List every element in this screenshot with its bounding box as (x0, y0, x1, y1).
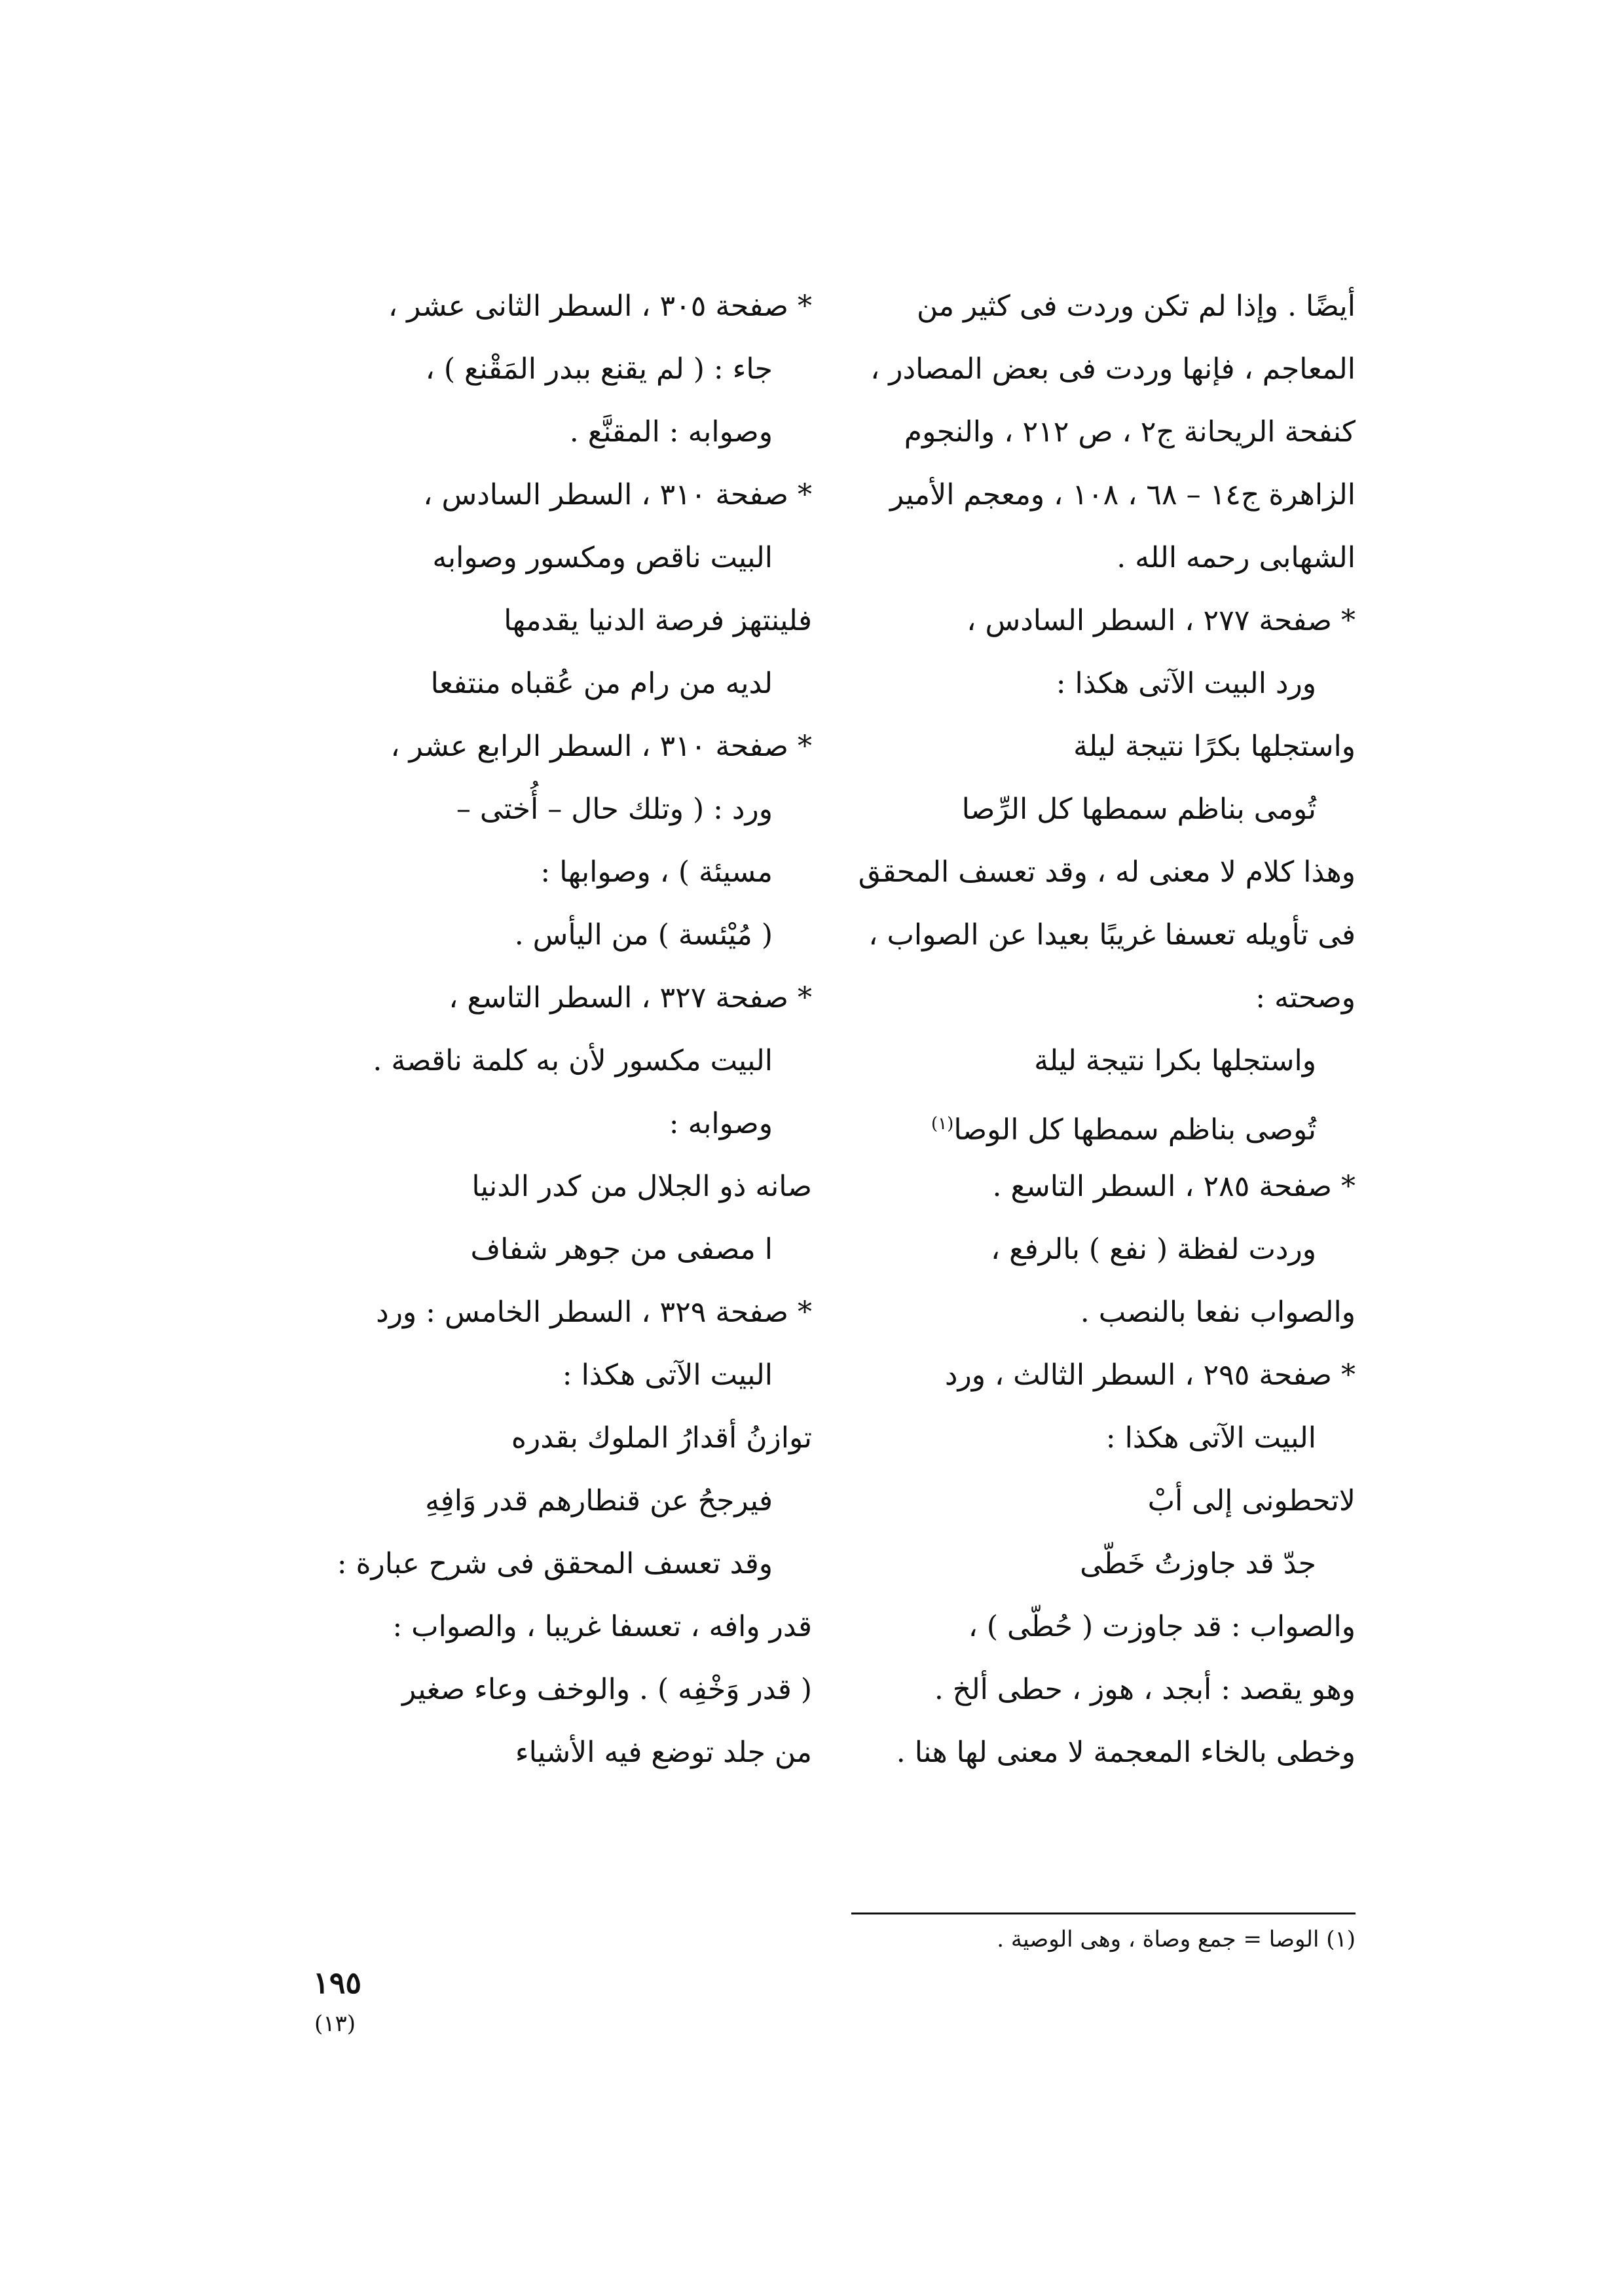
text-line: وهذا كلام لا معنى له ، وقد تعسف المحقق (858, 855, 1356, 889)
entry-heading: * صفحة ٣١٠ ، السطر السادس ، (423, 478, 812, 512)
text-line: البيت مكسور لأن به كلمة ناقصة . (373, 1044, 773, 1077)
entry-heading: * صفحة ٣٠٥ ، السطر الثانى عشر ، (388, 289, 812, 323)
text-line: ( قدر وَخْفِه ) . والوخف وعاء صغير (402, 1673, 812, 1706)
text-line: وخطى بالخاء المعجمة لا معنى لها هنا . (896, 1736, 1356, 1769)
text-line: والصواب : قد جاوزت ( حُطّى ) ، (968, 1610, 1356, 1643)
verse-line: فيرجحُ عن قنطارهم قدر وَافِهِ (425, 1484, 773, 1518)
entry-heading: * صفحة ٣٢٩ ، السطر الخامس : ورد (376, 1296, 812, 1329)
text-line: ورد البيت الآتى هكذا : (1056, 667, 1316, 700)
text-line: وردت لفظة ( نفع ) بالرفع ، (990, 1233, 1316, 1266)
text-line: وصحته : (1255, 981, 1356, 1015)
verse-line: جدّ قد جاوزتُ خَطّى (1080, 1547, 1316, 1580)
verse-line: لاتحطونى إلى أبْ (1147, 1484, 1356, 1518)
footnote: (١) الوصا = جمع وصاة ، وهى الوصية . (851, 1912, 1356, 1959)
text-line: الزاهرة ج١٤ – ٦٨ ، ١٠٨ ، ومعجم الأمير (889, 478, 1356, 512)
verse-text: تُوصى بناظم سمطها كل الوصا (953, 1113, 1316, 1147)
text-line: قدر وافه ، تعسفا غريبا ، والصواب : (392, 1610, 812, 1643)
verse-line: فلينتهز فرصة الدنيا يقدمها (504, 604, 812, 637)
verse-line: تُومى بناظم سمطها كل الرِّصا (961, 793, 1316, 826)
text-line: جاء : ( لم يقنع ببدر المَقْنع ) ، (425, 352, 773, 386)
verse-line: واستجلها بكرًا نتيجة ليلة (1073, 730, 1356, 763)
text-line: البيت الآتى هكذا : (1105, 1421, 1316, 1455)
left-column (282, 275, 812, 1784)
text-line: فى تأويله تعسفا غريبًا بعيدا عن الصواب ، (868, 918, 1356, 952)
verse-line: لديه من رام من عُقباه منتفعا (430, 667, 773, 700)
text-line: ( مُيْئسة ) من اليأس . (514, 918, 773, 952)
text-line: وصوابه : (669, 1107, 773, 1140)
entry-heading: * صفحة ٣٢٧ ، السطر التاسع ، (449, 981, 812, 1015)
text-line: من جلد توضع فيه الأشياء (515, 1736, 812, 1769)
right-column (851, 275, 1356, 1784)
text-line: البيت الآتى هكذا : (562, 1358, 773, 1392)
text-line: كنفحة الريحانة ج٢ ، ص ٢١٢ ، والنجوم (904, 415, 1356, 449)
verse-line (851, 1092, 1356, 1155)
verse-line: ا مصفى من جوهر شفاف (470, 1233, 773, 1266)
verse-line: واستجلها بكرا نتيجة ليلة (1034, 1044, 1316, 1077)
text-line: والصواب نفعا بالنصب . (1080, 1296, 1356, 1329)
text-line: البيت ناقص ومكسور وصوابه (432, 541, 773, 574)
text-line: وقد تعسف المحقق فى شرح عبارة : (337, 1547, 773, 1580)
page-number: ١٩٥ (313, 1965, 362, 2000)
entry-heading: * صفحة ٣١٠ ، السطر الرابع عشر ، (390, 730, 812, 763)
text-line: ورد : ( وتلك حال – أُختى – (456, 793, 773, 826)
text-line: وهو يقصد : أبجد ، هوز ، حطى ألخ . (934, 1673, 1356, 1706)
text-line: وصوابه : المقنَّع . (569, 415, 773, 449)
entry-heading: * صفحة ٢٨٥ ، السطر التاسع . (992, 1170, 1356, 1203)
verse-line: توازنُ أقدارُ الملوك بقدره (511, 1421, 812, 1455)
entry-heading: * صفحة ٢٩٥ ، السطر الثالث ، ورد (944, 1358, 1356, 1392)
text-line: الشهابى رحمه الله . (1116, 541, 1356, 574)
footnote-marker: (١) (931, 1114, 954, 1134)
text-line: أيضًا . وإذا لم تكن وردت فى كثير من (917, 289, 1356, 323)
signature-mark: (١٣) (314, 2011, 356, 2037)
verse-line: صانه ذو الجلال من كدر الدنيا (471, 1170, 812, 1203)
entry-heading: * صفحة ٢٧٧ ، السطر السادس ، (967, 604, 1356, 637)
text-line: مسيئة ) ، وصوابها : (540, 855, 773, 889)
text-line: المعاجم ، فإنها وردت فى بعض المصادر ، (870, 352, 1356, 386)
